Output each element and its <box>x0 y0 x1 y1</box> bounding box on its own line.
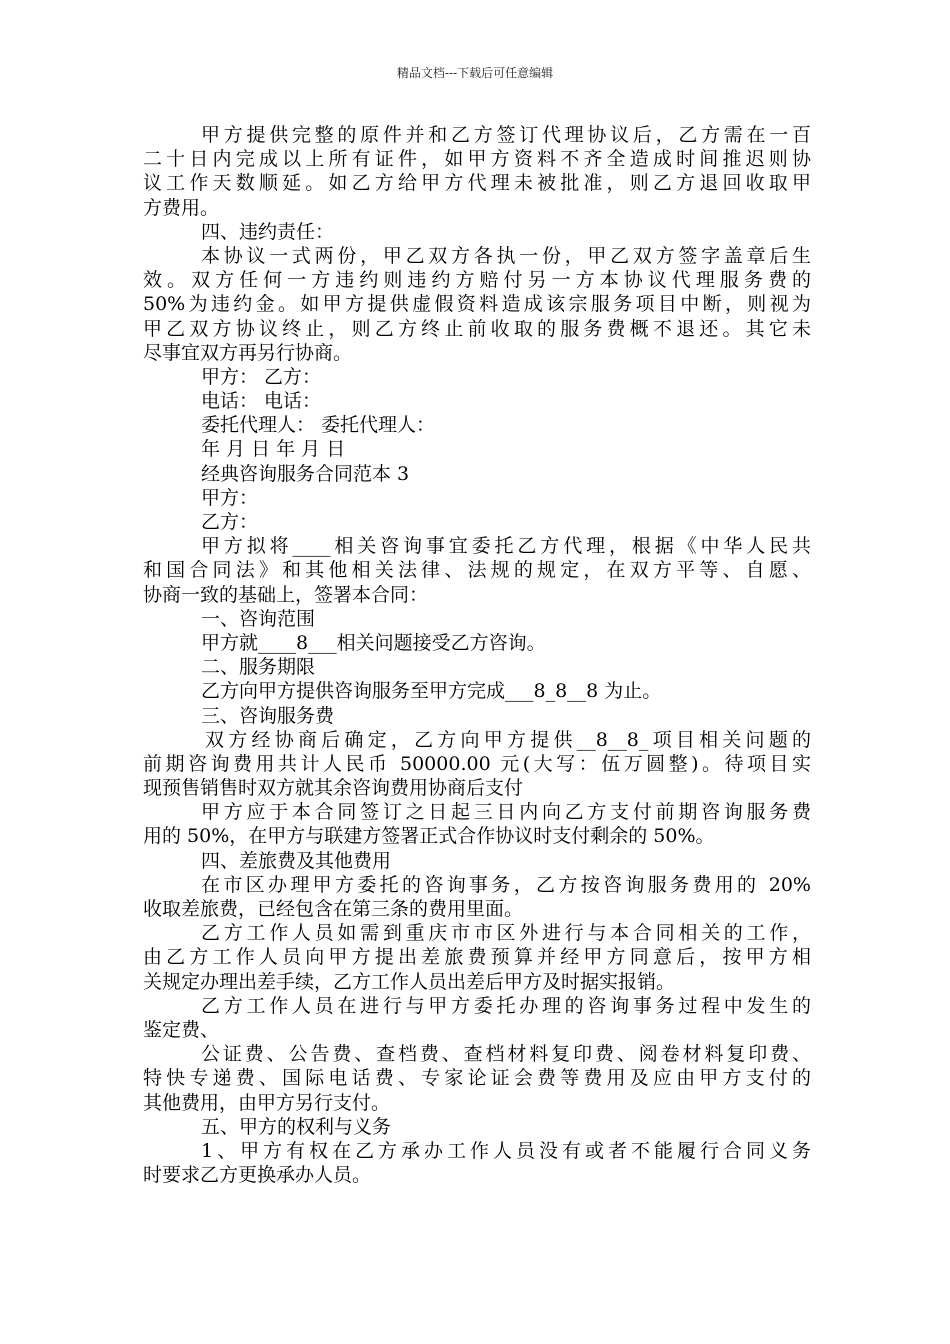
text-line: 经典咨询服务合同范本 3 <box>201 462 410 485</box>
text-line: 甲方应于本合同签订之日起三日内向乙方支付前期咨询服务费 <box>201 801 811 824</box>
text-line: 甲方拟将____相关咨询事宜委托乙方代理，根据《中华人民共 <box>201 535 811 558</box>
text-line: 50%为违约金。如甲方提供虚假资料造成该宗服务项目中断，则视为 <box>143 293 811 316</box>
text-line: 协商一致的基础上，签署本合同： <box>143 583 429 606</box>
text-line: 四、差旅费及其他费用 <box>201 849 392 872</box>
text-line: 三、咨询服务费 <box>201 704 335 727</box>
text-line: 议工作天数顺延。如乙方给甲方代理未被批准，则乙方退回收取甲 <box>143 172 811 195</box>
text-line: 尽事宜双方再另行协商。 <box>143 341 353 364</box>
text-line: 关规定办理出差手续，乙方工作人员出差后甲方及时据实报销。 <box>143 970 676 993</box>
text-line: 乙方： <box>201 511 259 533</box>
text-line: 委托代理人： 委托代理人： <box>201 414 436 437</box>
text-line: 年 月 日 年 月 日 <box>201 438 346 461</box>
text-line: 特快专递费、国际电话费、专家论证会费等费用及应由甲方支付的 <box>143 1067 811 1090</box>
text-line: 二十日内完成以上所有证件，如甲方资料不齐全造成时间推迟则协 <box>143 148 811 171</box>
text-line: 前期咨询费用共计人民币 50000.00 元(大写：伍万圆整)。待项目实 <box>143 752 811 775</box>
text-line: 甲乙双方协议终止，则乙方终止前收取的服务费概不退还。其它未 <box>143 317 811 340</box>
text-line: 由乙方工作人员向甲方提出差旅费预算并经甲方同意后，按甲方相 <box>143 946 811 969</box>
text-line: 其他费用，由甲方另行支付。 <box>143 1091 391 1114</box>
text-line: 甲方提供完整的原件并和乙方签订代理协议后，乙方需在一百 <box>201 124 811 146</box>
text-line: 效。双方任何一方违约则违约方赔付另一方本协议代理服务费的 <box>143 269 811 292</box>
text-line: 二、服务期限 <box>201 656 316 679</box>
text-line: 乙方工作人员如需到重庆市市区外进行与本合同相关的工作， <box>201 922 811 945</box>
text-line: 双方经协商后确定，乙方向甲方提供__8__8_项目相关问题的 <box>205 728 811 751</box>
text-line: 甲方： <box>201 486 259 509</box>
text-line: 收取差旅费，已经包含在第三条的费用里面。 <box>143 898 524 920</box>
text-line: 乙方向甲方提供咨询服务至甲方完成___8_8__8 为止。 <box>201 680 662 703</box>
text-line: 1、甲方有权在乙方承办工作人员没有或者不能履行合同义务 <box>201 1139 811 1162</box>
text-line: 四、违约责任： <box>201 220 335 243</box>
text-line: 甲方： 乙方： <box>201 365 322 388</box>
text-line: 乙方工作人员在进行与甲方委托办理的咨询事务过程中发生的 <box>201 994 811 1017</box>
text-line: 时要求乙方更换承办人员。 <box>143 1164 372 1187</box>
text-line: 方费用。 <box>143 196 220 219</box>
text-line: 和国合同法》和其他相关法律、法规的规定，在双方平等、自愿、 <box>143 559 811 582</box>
text-line: 现预售销售时双方就其余咨询费用协商后支付 <box>143 777 524 800</box>
page-header: 精品文档---下载后可任意编辑 <box>396 66 554 80</box>
document-body <box>143 123 811 1187</box>
text-line: 公证费、公告费、查档费、查档材料复印费、阅卷材料复印费、 <box>201 1043 811 1066</box>
text-line: 五、甲方的权利与义务 <box>201 1115 392 1138</box>
text-line: 电话： 电话： <box>201 390 322 413</box>
text-line: 甲方就____8___相关问题接受乙方咨询。 <box>201 631 546 654</box>
text-line: 一、咨询范围 <box>201 607 316 630</box>
text-line: 用的 50%，在甲方与联建方签署正式合作协议时支付剩余的 50%。 <box>143 825 715 848</box>
text-line: 鉴定费、 <box>143 1018 220 1041</box>
text-line: 在市区办理甲方委托的咨询事务，乙方按咨询服务费用的 20% <box>201 873 811 896</box>
text-line: 本协议一式两份，甲乙双方各执一份，甲乙双方签字盖章后生 <box>201 244 811 267</box>
